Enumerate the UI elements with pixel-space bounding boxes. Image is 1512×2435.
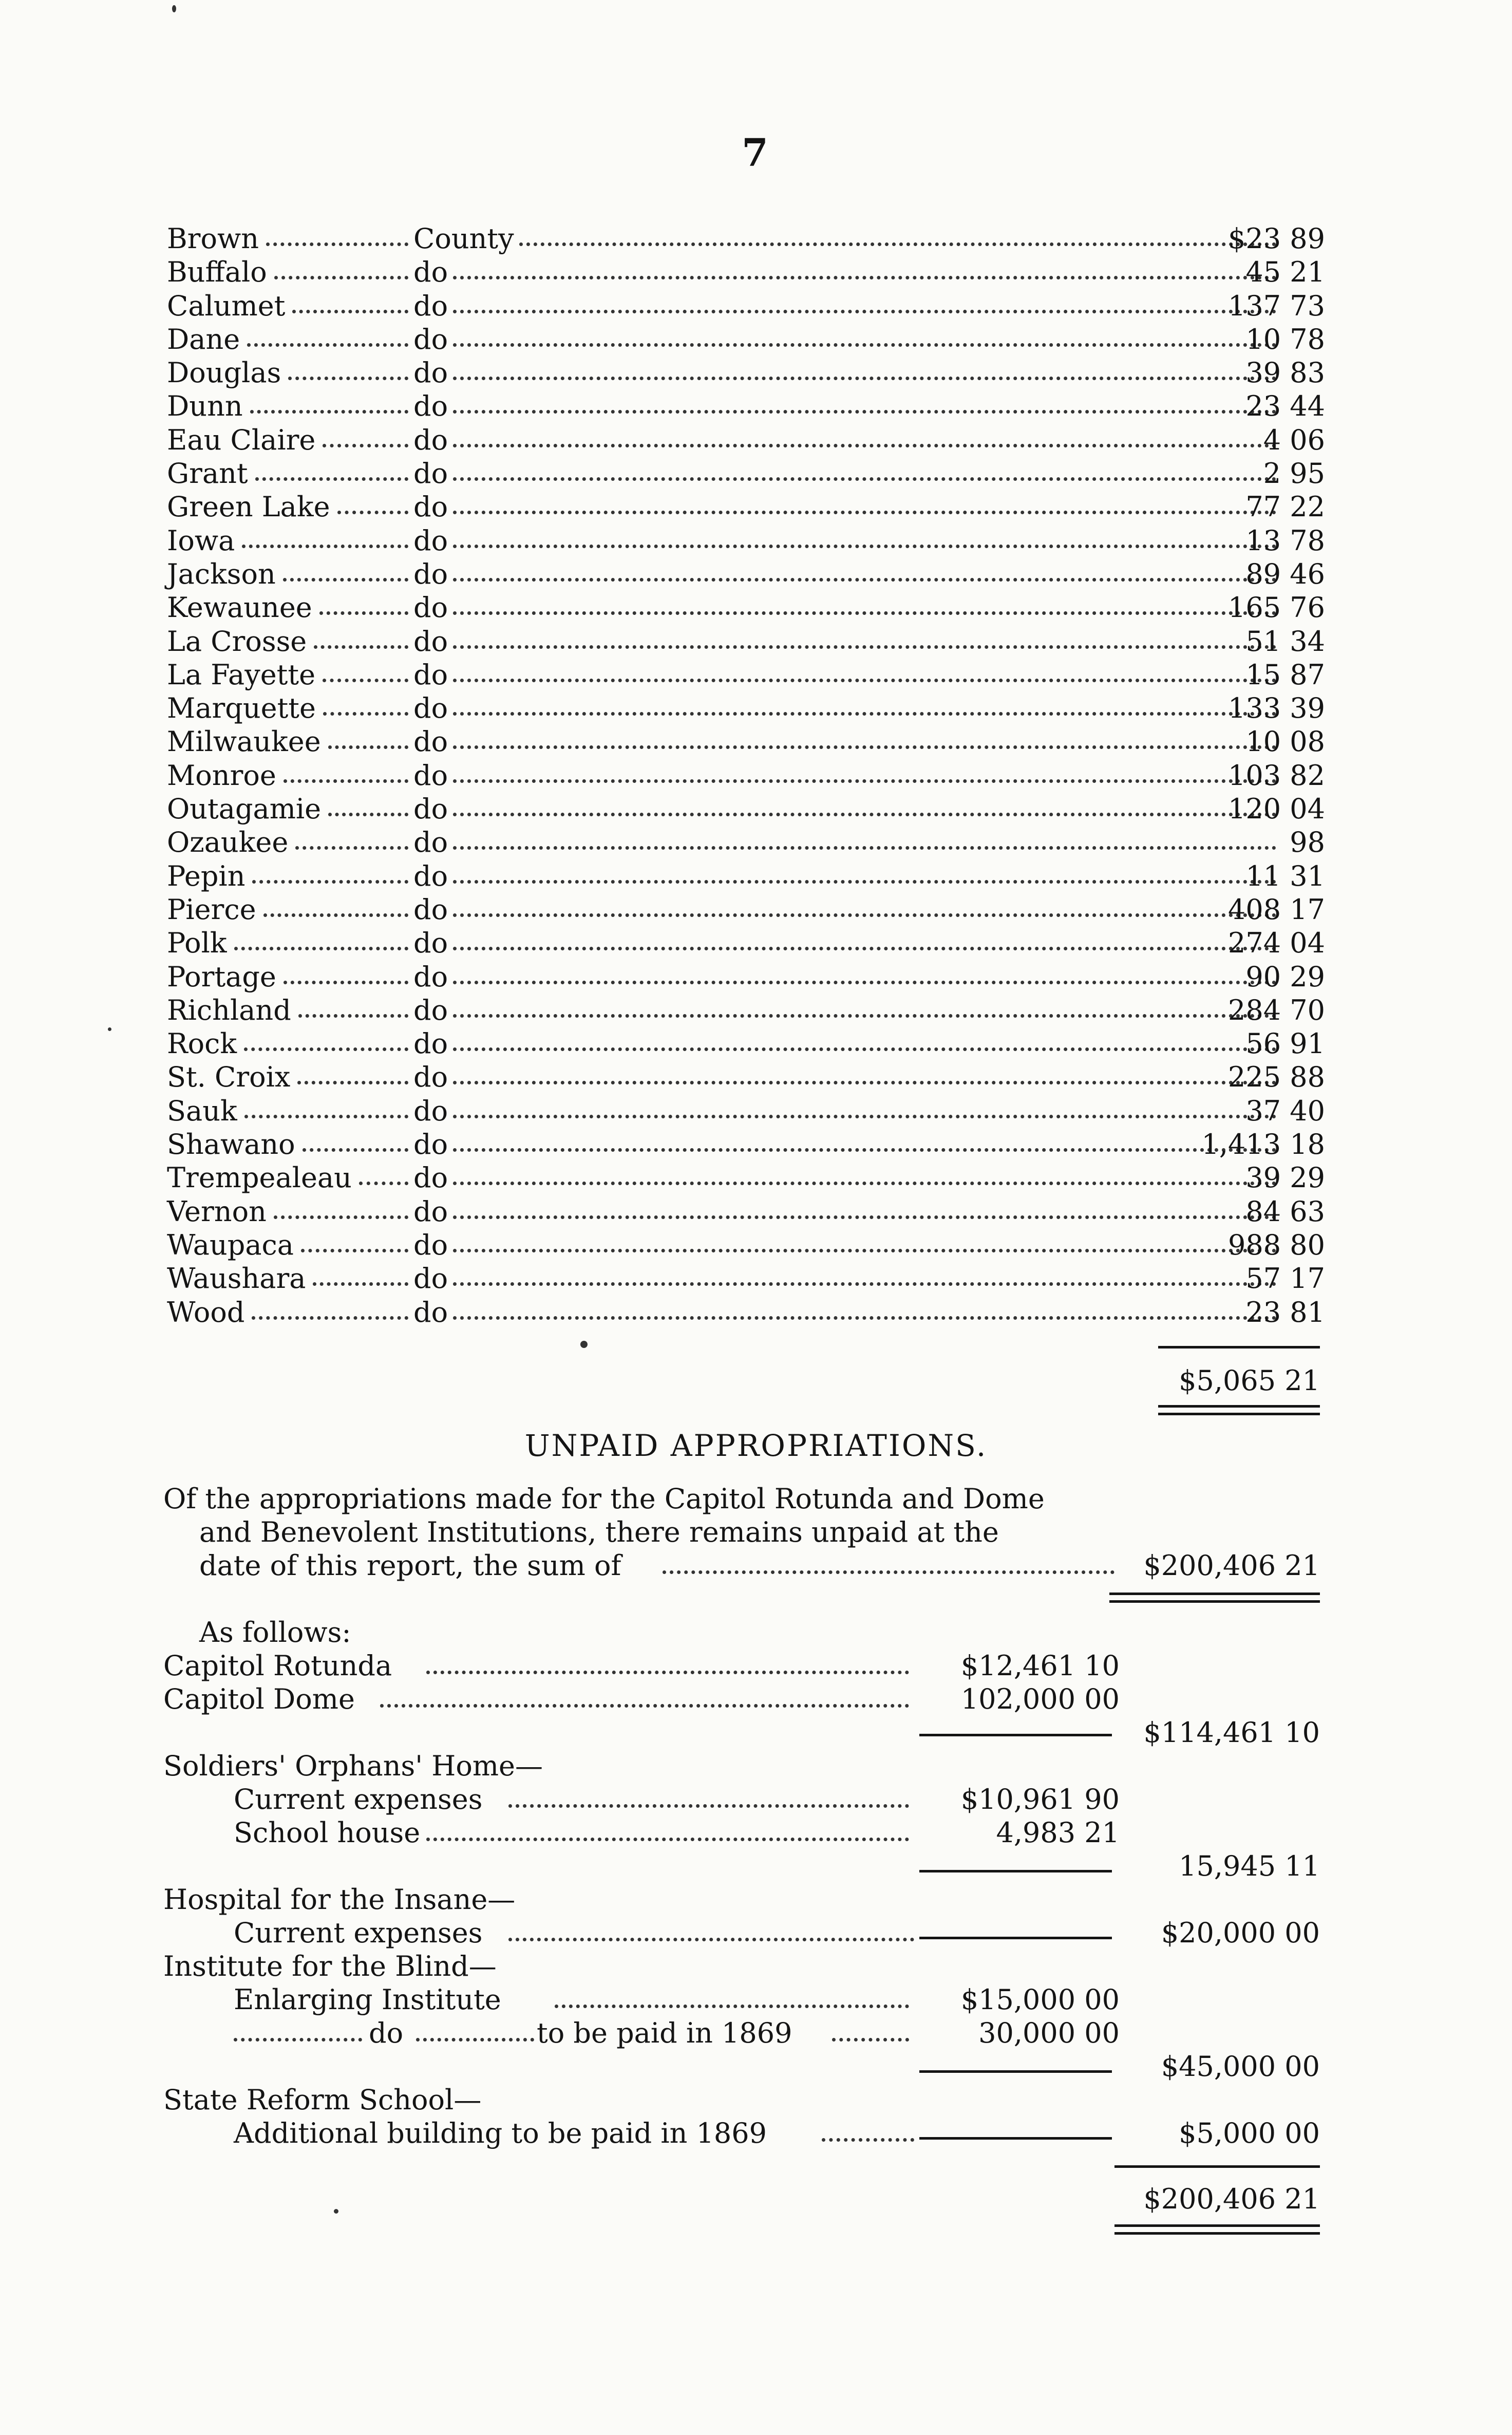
reform-subtotal: $5,000 00 — [1179, 2117, 1320, 2149]
county-name-leader — [242, 545, 408, 548]
county-name-leader — [284, 981, 408, 984]
orphans-subtotal: 15,945 11 — [1179, 1850, 1320, 1882]
county-amount: 2 95 — [1263, 457, 1325, 490]
county-amount: 225 88 — [1228, 1061, 1325, 1094]
county-row — [167, 255, 1325, 289]
county-amount: 274 04 — [1228, 927, 1325, 960]
blind-subtotal: $45,000 00 — [1161, 2050, 1320, 2083]
county-name-leader — [234, 947, 408, 950]
capitol-rotunda-leader — [426, 1671, 909, 1674]
county-name: Pepin — [167, 859, 245, 892]
reform-heading: State Reform School— — [163, 2084, 482, 2116]
county-name: Green Lake — [167, 491, 330, 523]
ditto-mark: do — [413, 256, 448, 289]
grand-total: $200,406 21 — [1143, 2183, 1320, 2215]
amount-leader — [453, 745, 1276, 749]
amount-leader — [453, 645, 1276, 649]
orphans-heading: Soldiers' Orphans' Home— — [163, 1750, 543, 1782]
ditto-mark: do — [413, 1094, 448, 1127]
blind-ditto-leader-right — [832, 2038, 909, 2041]
county-name-leader — [252, 1316, 408, 1320]
county-name-leader — [298, 1014, 408, 1018]
county-name: Milwaukee — [167, 725, 321, 758]
county-name: Outagamie — [167, 793, 322, 826]
county-name-leader — [247, 343, 408, 347]
county-row — [167, 356, 1325, 389]
county-name: Trempealeau — [167, 1162, 352, 1194]
county-row — [167, 1195, 1325, 1228]
amount-leader — [453, 377, 1276, 380]
amount-leader — [453, 1115, 1276, 1118]
ditto-mark: do — [413, 1027, 448, 1060]
county-row — [167, 691, 1325, 725]
county-amount: 84 63 — [1245, 1195, 1325, 1228]
ditto-mark: do — [413, 390, 448, 423]
print-speck — [334, 2209, 338, 2214]
county-name-leader — [313, 1282, 408, 1286]
amount-leader — [453, 1282, 1276, 1286]
amount-leader — [453, 276, 1276, 279]
county-total: $5,065 21 — [1179, 1364, 1320, 1397]
county-name-leader — [303, 1148, 408, 1152]
orphans-rule-left — [919, 1870, 1112, 1872]
amount-leader — [453, 679, 1276, 682]
county-row — [167, 926, 1325, 960]
county-name-leader — [292, 310, 408, 313]
ditto-mark: do — [413, 423, 448, 456]
orphans-current-amount: $10,961 90 — [960, 1783, 1120, 1815]
county-name: Calumet — [167, 289, 286, 322]
county-amount: 10 78 — [1245, 323, 1325, 355]
county-name-leader — [274, 1215, 408, 1219]
county-amount: 10 08 — [1245, 725, 1325, 758]
county-label: County — [413, 222, 514, 255]
ditto-mark: do — [413, 457, 448, 490]
amount-leader — [453, 1215, 1276, 1219]
amount-leader — [453, 712, 1276, 716]
county-name-leader — [283, 578, 408, 582]
amount-leader — [453, 1316, 1276, 1320]
orphans-current-leader — [508, 1804, 909, 1808]
capitol-rotunda-amount: $12,461 10 — [960, 1650, 1120, 1682]
county-name: Shawano — [167, 1128, 295, 1161]
amount-leader — [453, 444, 1276, 447]
county-name-leader — [319, 611, 408, 615]
ditto-mark: do — [413, 893, 448, 926]
amount-leader — [519, 242, 1276, 246]
county-name: Iowa — [167, 524, 235, 557]
county-amount: 137 73 — [1228, 289, 1325, 322]
as-follows-label: As follows: — [199, 1616, 351, 1649]
ditto-mark: do — [413, 1128, 448, 1161]
county-amount: 51 34 — [1245, 625, 1325, 658]
section-heading: UNPAID APPROPRIATIONS. — [524, 1428, 988, 1463]
capitol-rotunda-label: Capitol Rotunda — [163, 1650, 392, 1682]
amount-leader — [453, 846, 1276, 850]
county-amount: 120 04 — [1228, 793, 1325, 826]
county-name: Brown — [167, 222, 259, 255]
county-name-leader — [359, 1182, 408, 1185]
county-name: Ozaukee — [167, 826, 289, 859]
ditto-mark: do — [413, 357, 448, 389]
county-amount: 408 17 — [1228, 893, 1325, 926]
county-row — [167, 524, 1325, 557]
county-name: Douglas — [167, 357, 281, 389]
county-name: Jackson — [167, 557, 276, 590]
county-name: Rock — [167, 1027, 237, 1060]
amount-leader — [453, 1249, 1276, 1252]
county-name-leader — [314, 645, 408, 649]
county-name-leader — [328, 813, 408, 816]
county-name: Dane — [167, 323, 240, 355]
blind-ditto-leader-mid — [416, 2038, 534, 2041]
ditto-mark: do — [413, 1061, 448, 1094]
blind-enlarging-amount: $15,000 00 — [960, 1983, 1120, 2016]
county-row — [167, 557, 1325, 591]
county-amount: 988 80 — [1228, 1228, 1325, 1261]
county-row — [167, 490, 1325, 523]
amount-leader — [453, 981, 1276, 984]
orphans-school-leader — [426, 1838, 909, 1841]
county-row — [167, 423, 1325, 457]
county-amount: 133 39 — [1228, 692, 1325, 725]
county-name: Waushara — [167, 1262, 306, 1295]
county-row — [167, 323, 1325, 356]
insane-heading: Hospital for the Insane— — [163, 1883, 516, 1916]
county-name: Waupaca — [167, 1228, 294, 1261]
ditto-mark: do — [413, 759, 448, 792]
county-name: Wood — [167, 1296, 245, 1328]
county-amount: 23 81 — [1245, 1296, 1325, 1328]
ditto-mark: do — [413, 1228, 448, 1261]
county-name: Richland — [167, 994, 291, 1026]
ditto-mark: do — [413, 323, 448, 355]
amount-leader — [453, 880, 1276, 884]
county-amount: 4 06 — [1263, 423, 1325, 456]
ditto-mark: do — [413, 524, 448, 557]
ditto-mark: do — [413, 1262, 448, 1295]
reform-rule — [919, 2137, 1112, 2140]
amount-leader — [453, 410, 1276, 414]
county-amount: 57 17 — [1245, 1262, 1325, 1295]
amount-leader — [453, 511, 1276, 514]
county-amount: 89 46 — [1245, 557, 1325, 590]
blind-enlarging-label: Enlarging Institute — [234, 1983, 501, 2016]
county-apportionment-list — [167, 222, 1325, 1329]
blind-ditto-label: to be paid in 1869 — [537, 2017, 792, 2049]
county-name-leader — [301, 1249, 408, 1252]
county-row — [167, 960, 1325, 994]
intro-leader — [663, 1570, 1114, 1574]
county-name: Kewaunee — [167, 591, 312, 624]
county-name-leader — [328, 745, 408, 749]
county-row — [167, 625, 1325, 658]
blind-ditto-leader-left — [234, 2038, 362, 2041]
county-name: Portage — [167, 960, 276, 993]
county-amount: 15 87 — [1245, 658, 1325, 691]
blind-ditto-amount: 30,000 00 — [978, 2017, 1120, 2049]
county-amount: 56 91 — [1245, 1027, 1325, 1060]
ditto-mark: do — [413, 927, 448, 960]
amount-leader — [453, 913, 1276, 917]
ditto-mark: do — [413, 491, 448, 523]
county-row — [167, 859, 1325, 893]
intro-line-1: Of the appropriations made for the Capitol Rotunda and Dome — [163, 1483, 1045, 1515]
print-speck — [172, 5, 176, 12]
county-name-leader — [266, 242, 408, 246]
insane-current-leader — [508, 1938, 914, 1941]
county-row — [167, 389, 1325, 423]
county-row — [167, 1060, 1325, 1094]
page-number: 7 — [742, 131, 768, 175]
orphans-school-label: School house — [234, 1816, 421, 1849]
county-row — [167, 289, 1325, 323]
amount-leader — [453, 1182, 1276, 1185]
county-name-leader — [323, 444, 408, 447]
ditto-mark: do — [413, 692, 448, 725]
blind-enlarging-leader — [555, 2005, 909, 2008]
county-name: Pierce — [167, 893, 256, 926]
blind-rule — [919, 2070, 1112, 2073]
county-amount: 165 76 — [1228, 591, 1325, 624]
county-name: Marquette — [167, 692, 316, 725]
ditto-mark: do — [413, 859, 448, 892]
insane-rule — [919, 1937, 1112, 1939]
intro-amount: $200,406 21 — [1143, 1549, 1320, 1582]
intro-line-3: date of this report, the sum of — [199, 1549, 621, 1582]
county-amount: 103 82 — [1228, 759, 1325, 792]
county-amount: 39 83 — [1245, 357, 1325, 389]
county-row — [167, 591, 1325, 624]
county-row — [167, 994, 1325, 1027]
amount-leader — [453, 545, 1276, 548]
county-name-leader — [244, 1115, 408, 1118]
county-row — [167, 1228, 1325, 1262]
county-name-leader — [295, 846, 408, 850]
amount-leader — [453, 779, 1276, 783]
ditto-mark: do — [413, 557, 448, 590]
county-name-leader — [323, 712, 408, 716]
county-amount: 98 — [1290, 826, 1325, 859]
county-row — [167, 1094, 1325, 1128]
county-name-leader — [288, 377, 408, 380]
county-name-leader — [323, 679, 408, 682]
county-row — [167, 759, 1325, 792]
county-name-leader — [252, 880, 408, 884]
reform-building-leader — [822, 2138, 914, 2142]
ditto-mark: do — [413, 289, 448, 322]
reform-building-label: Additional building to be paid in 1869 — [234, 2117, 767, 2149]
capitol-subtotal: $114,461 10 — [1143, 1716, 1320, 1749]
county-total-double-rule — [1158, 1405, 1320, 1415]
ditto-mark: do — [413, 658, 448, 691]
ditto-mark: do — [413, 960, 448, 993]
ditto-mark: do — [413, 591, 448, 624]
amount-leader — [453, 611, 1276, 615]
intro-line-2: and Benevolent Institutions, there remains unpaid at the — [199, 1516, 999, 1548]
county-amount: 284 70 — [1228, 994, 1325, 1026]
county-row — [167, 222, 1325, 255]
county-amount: 90 29 — [1245, 960, 1325, 993]
grand-total-rule — [1114, 2165, 1320, 2168]
amount-leader — [453, 947, 1276, 950]
county-row — [167, 1296, 1325, 1329]
print-speck — [580, 1341, 588, 1348]
orphans-school-amount: 4,983 21 — [996, 1816, 1120, 1849]
county-name-leader — [263, 913, 408, 917]
county-name: Monroe — [167, 759, 276, 792]
county-row — [167, 1128, 1325, 1161]
county-row — [167, 826, 1325, 859]
capitol-dome-amount: 102,000 00 — [960, 1683, 1120, 1715]
capitol-subtotal-rule — [919, 1734, 1112, 1736]
county-row — [167, 893, 1325, 926]
amount-leader — [453, 310, 1276, 313]
insane-current-label: Current expenses — [234, 1917, 483, 1949]
county-name: Sauk — [167, 1094, 237, 1127]
county-amount: 45 21 — [1245, 256, 1325, 289]
amount-leader — [453, 477, 1276, 481]
county-name-leader — [255, 477, 408, 481]
county-name: La Fayette — [167, 658, 316, 691]
county-row — [167, 725, 1325, 758]
county-amount: $23 89 — [1228, 222, 1325, 255]
amount-leader — [453, 343, 1276, 347]
amount-leader — [453, 813, 1276, 816]
orphans-current-label: Current expenses — [234, 1783, 483, 1815]
amount-leader — [453, 1081, 1276, 1084]
county-name-leader — [337, 511, 408, 514]
ditto-mark: do — [413, 1296, 448, 1328]
insane-subtotal: $20,000 00 — [1161, 1917, 1320, 1949]
blind-ditto-do: do — [369, 2017, 404, 2049]
county-row — [167, 1161, 1325, 1194]
ditto-mark: do — [413, 793, 448, 826]
ditto-mark: do — [413, 994, 448, 1026]
county-name-leader — [250, 410, 408, 414]
county-name: Vernon — [167, 1195, 267, 1228]
amount-leader — [453, 1148, 1276, 1152]
county-amount: 1,413 18 — [1201, 1128, 1325, 1161]
print-speck — [108, 1027, 111, 1031]
amount-leader — [453, 578, 1276, 582]
county-amount: 37 40 — [1245, 1094, 1325, 1127]
grand-total-double-rule — [1114, 2224, 1320, 2235]
county-amount: 13 78 — [1245, 524, 1325, 557]
county-name: St. Croix — [167, 1061, 291, 1094]
county-row — [167, 1262, 1325, 1295]
county-amount: 11 31 — [1245, 859, 1325, 892]
amount-leader — [453, 1047, 1276, 1051]
ditto-mark: do — [413, 826, 448, 859]
county-name-leader — [274, 276, 408, 279]
county-name-leader — [297, 1081, 408, 1084]
capitol-dome-leader — [380, 1704, 909, 1708]
county-amount: 77 22 — [1245, 491, 1325, 523]
county-row — [167, 658, 1325, 691]
county-name-leader — [284, 779, 408, 783]
county-row — [167, 792, 1325, 826]
capitol-dome-label: Capitol Dome — [163, 1683, 355, 1715]
county-name: Polk — [167, 927, 227, 960]
ditto-mark: do — [413, 725, 448, 758]
ditto-mark: do — [413, 1162, 448, 1194]
county-name-leader — [244, 1047, 408, 1051]
county-row — [167, 1027, 1325, 1060]
county-amount: 39 29 — [1245, 1162, 1325, 1194]
county-name: La Crosse — [167, 625, 307, 658]
county-name: Dunn — [167, 390, 243, 423]
county-name: Buffalo — [167, 256, 267, 289]
ditto-mark: do — [413, 1195, 448, 1228]
blind-heading: Institute for the Blind— — [163, 1950, 497, 1982]
county-name: Grant — [167, 457, 248, 490]
county-name: Eau Claire — [167, 423, 316, 456]
county-row — [167, 457, 1325, 490]
county-total-rule — [1158, 1346, 1320, 1348]
intro-double-rule — [1109, 1593, 1320, 1603]
amount-leader — [453, 1014, 1276, 1018]
county-amount: 23 44 — [1245, 390, 1325, 423]
ditto-mark: do — [413, 625, 448, 658]
